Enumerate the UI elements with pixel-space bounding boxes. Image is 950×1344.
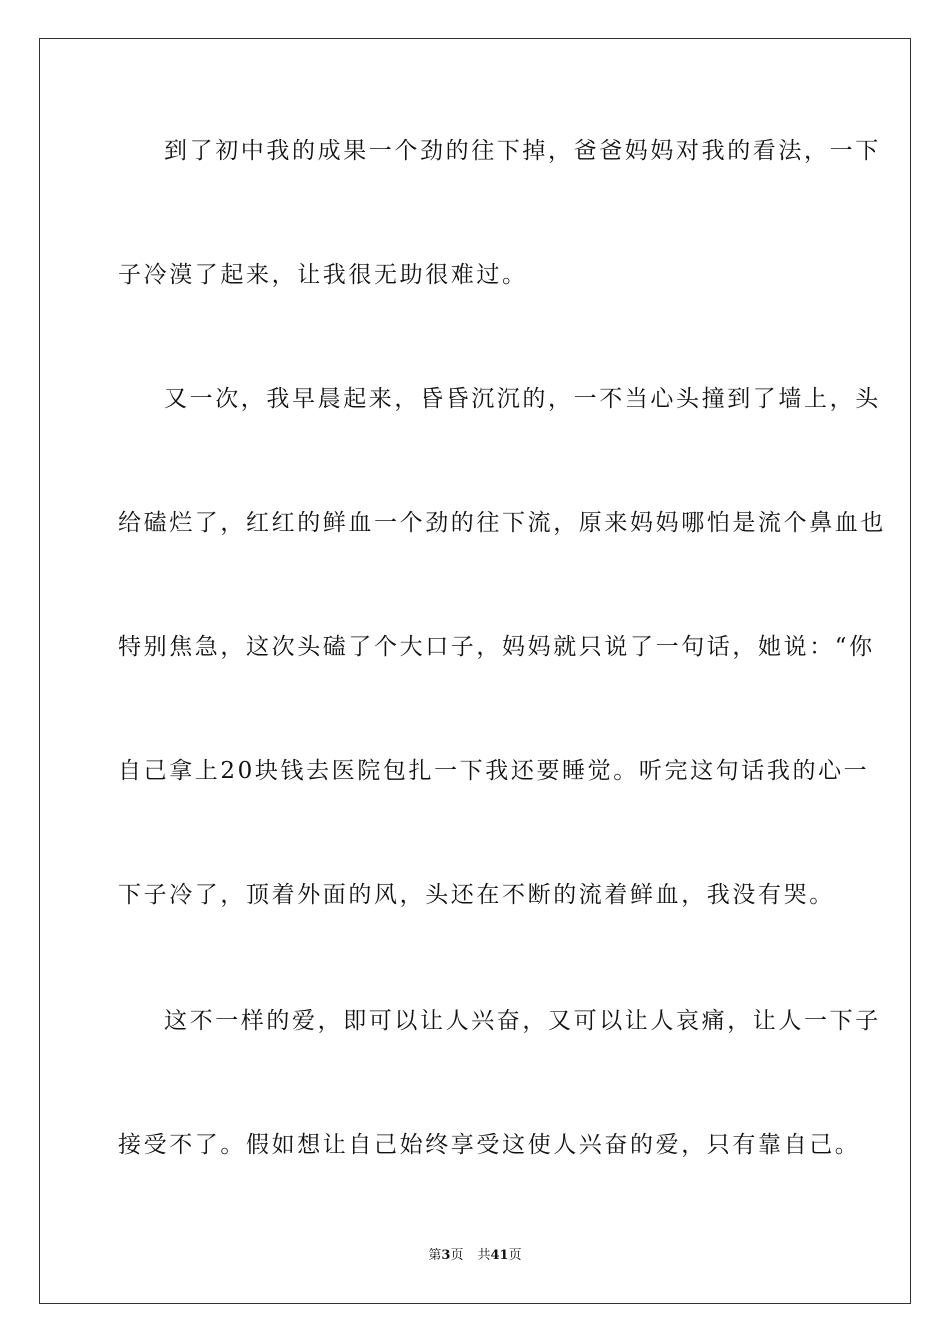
total-pages: 41: [490, 1248, 509, 1263]
total-suffix: 页: [508, 1248, 522, 1263]
page-footer: [0, 1247, 950, 1265]
paragraph-2-line-4: 自己拿上20块钱去医院包扎一下我还要睡觉。听完这句话我的心一: [118, 758, 870, 784]
page-frame: [39, 38, 911, 1304]
paragraph-3-line-1: 这不一样的爱，即可以让人兴奋，又可以让人哀痛，让人一下子: [164, 1008, 881, 1034]
paragraph-1-line-1: 到了初中我的成果一个劲的往下掉，爸爸妈妈对我的看法，一下: [164, 138, 881, 164]
total-prefix: 共: [477, 1248, 491, 1263]
paragraph-2-line-2: 给磕烂了，红红的鲜血一个劲的往下流，原来妈妈哪怕是流个鼻血也: [118, 510, 886, 536]
paragraph-3-line-2: 接受不了。假如想让自己始终享受这使人兴奋的爱，只有靠自己。: [118, 1132, 861, 1158]
page-number: 3: [441, 1248, 451, 1263]
paragraph-2-line-1: 又一次，我早晨起来，昏昏沉沉的，一不当心头撞到了墙上，头: [164, 386, 881, 412]
paragraph-2-line-5: 下子冷了，顶着外面的风，头还在不断的流着鲜血，我没有哭。: [118, 882, 835, 908]
page-prefix: 第: [428, 1248, 442, 1263]
page-suffix: 页: [450, 1248, 464, 1263]
paragraph-2-line-3: 特别焦急，这次头磕了个大口子，妈妈就只说了一句话，她说：“你: [118, 634, 875, 660]
paragraph-1-line-2: 子冷漠了起来，让我很无助很难过。: [118, 262, 528, 288]
